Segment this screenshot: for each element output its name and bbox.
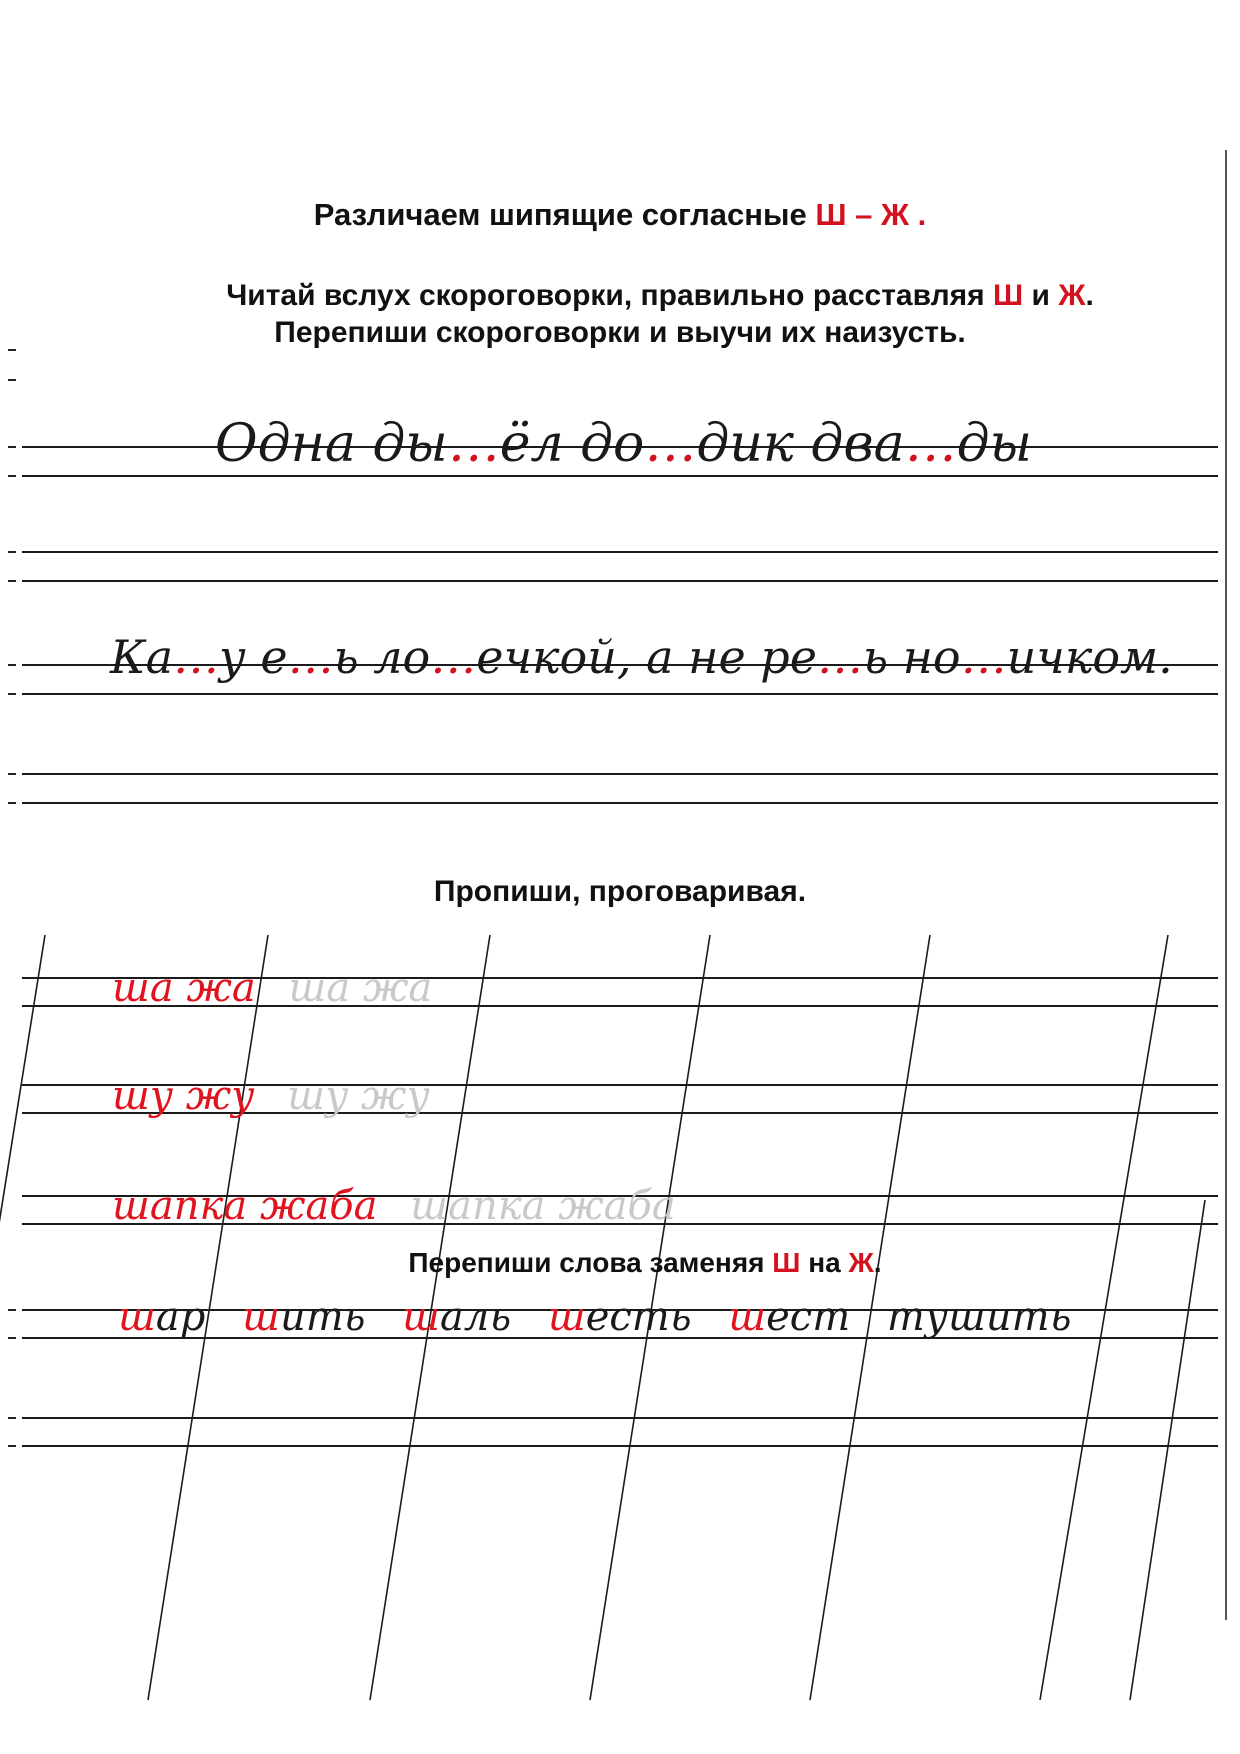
- word: шить: [242, 1294, 366, 1340]
- word: шесть: [547, 1294, 692, 1340]
- word: шест: [728, 1294, 851, 1340]
- word: шаль: [402, 1294, 512, 1340]
- letter-sh: Ш: [772, 1247, 801, 1278]
- tongue-twister-2: Ка…у е…ь ло…ечкой, а не ре…ь но…ичком.: [110, 630, 1173, 684]
- practice-row-2: [112, 1073, 430, 1119]
- letter-sh: Ш: [993, 279, 1024, 312]
- practice-sample: ша жа: [112, 965, 256, 1011]
- tongue-twister-1: Одна ды…ёл до…дик два…ды: [215, 414, 1032, 474]
- practice-row-3: [112, 1183, 676, 1229]
- instruction-line2: Перепиши скороговорки и выучи их наизусть.: [274, 316, 966, 349]
- letter-zh: Ж: [848, 1247, 874, 1278]
- practice-sample: шапка жаба: [112, 1183, 378, 1229]
- instruction-line1-text: Читай вслух скороговорки, правильно расставляя: [226, 279, 994, 312]
- instruction-replace: [0, 1247, 1240, 1279]
- word: шар: [118, 1294, 206, 1340]
- and-word: и: [1023, 279, 1059, 312]
- page-title: [0, 197, 1240, 233]
- practice-trace: ша жа: [288, 965, 433, 1011]
- letter-zh: Ж: [1058, 279, 1086, 312]
- word: тушить: [886, 1294, 1072, 1340]
- practice-row-1: [112, 965, 432, 1011]
- words-row: [118, 1294, 1071, 1340]
- instruction-trace: Пропиши, проговаривая.: [433, 875, 807, 908]
- instruction-replace-end: .: [873, 1247, 882, 1278]
- instruction-read-aloud: [0, 277, 1240, 351]
- practice-sample: шу жу: [112, 1073, 255, 1119]
- instruction-line1-end: .: [1085, 279, 1094, 312]
- practice-trace: шапка жаба: [410, 1183, 676, 1229]
- title-text: Различаем шипящие согласные: [313, 197, 816, 232]
- practice-trace: шу жу: [287, 1073, 430, 1119]
- instruction-replace-text: Перепиши слова заменяя: [408, 1247, 773, 1278]
- title-end: .: [908, 197, 927, 232]
- title-letters: Ш – Ж: [815, 197, 909, 232]
- instruction-replace-mid: на: [800, 1247, 849, 1278]
